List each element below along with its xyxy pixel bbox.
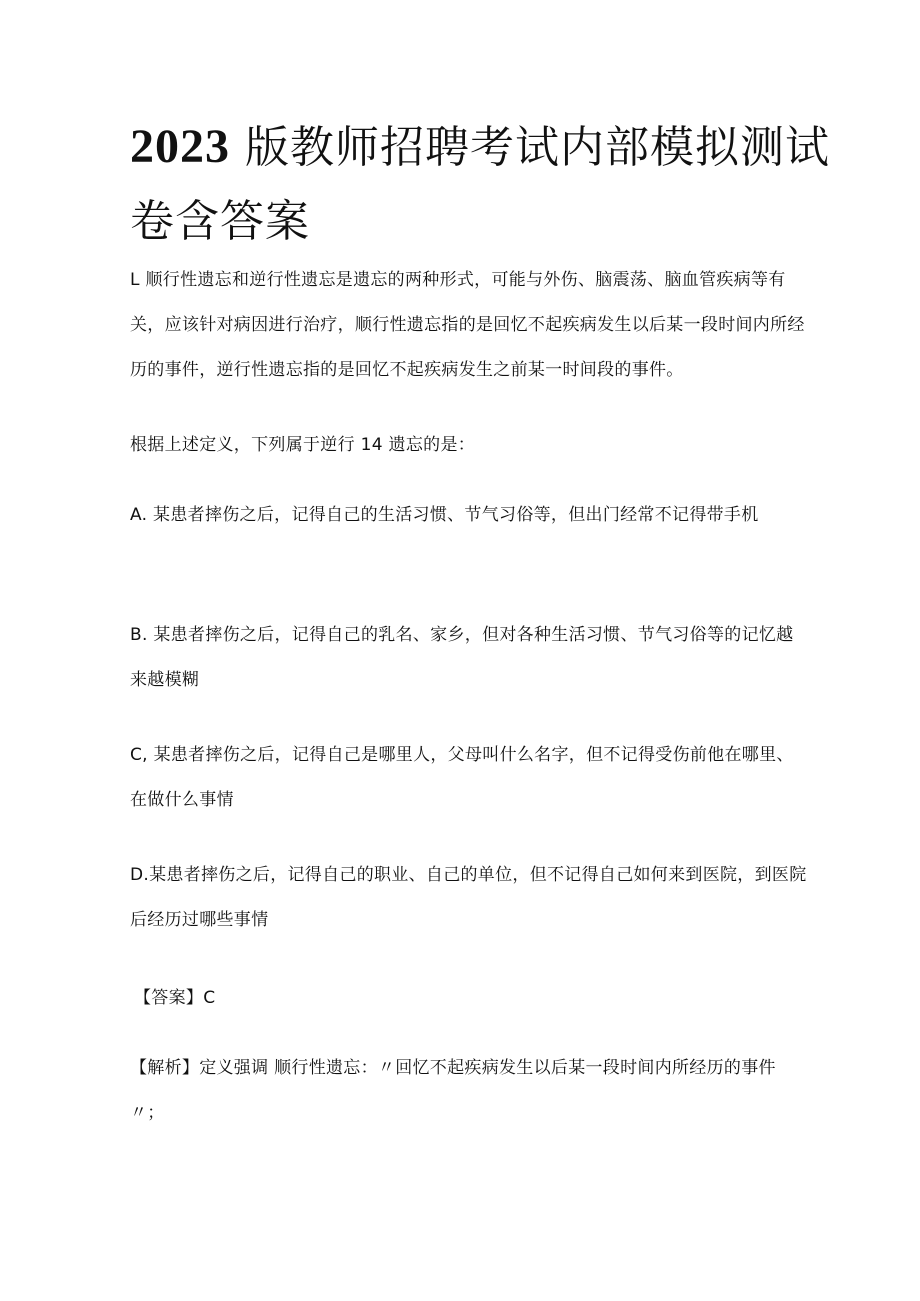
title-text: 版教师招聘考试内部模拟测试卷含答案: [130, 122, 830, 247]
question-definition: L 顺行性遗忘和逆行性遗忘是遗忘的两种形式，可能与外伤、脑震荡、脑血管疾病等有关，应该针对病因进行治疗，顺行性遗忘指的是回忆不起疾病发生以后某一段时间内所经历的事件，逆行性遗忘指的是回忆不起疾病发生之前某一时间段的事件。: [130, 270, 805, 380]
analysis-text: 【解析】定义强调 顺行性遗忘：〃回忆不起疾病发生以后某一段时间内所经历的事件〃；: [130, 1058, 776, 1123]
option-d: D.某患者摔伤之后，记得自己的职业、自己的单位，但不记得自己如何来到医院，到医院后经历过哪些事情: [130, 865, 807, 930]
answer-line: 【答案】C: [134, 988, 216, 1008]
title-year: 2023: [130, 120, 230, 173]
document-title: [130, 110, 830, 259]
option-c: C, 某患者摔伤之后，记得自己是哪里人，父母叫什么名字，但不记得受伤前他在哪里、在做什么事情: [130, 745, 794, 810]
question-prompt: 根据上述定义，下列属于逆行 14 遗忘的是：: [130, 435, 476, 455]
option-b: B. 某患者摔伤之后，记得自己的乳名、家乡，但对各种生活习惯、节气习俗等的记忆越来越模糊: [130, 625, 794, 690]
option-a: A. 某患者摔伤之后，记得自己的生活习惯、节气习俗等，但出门经常不记得带手机: [130, 505, 759, 525]
